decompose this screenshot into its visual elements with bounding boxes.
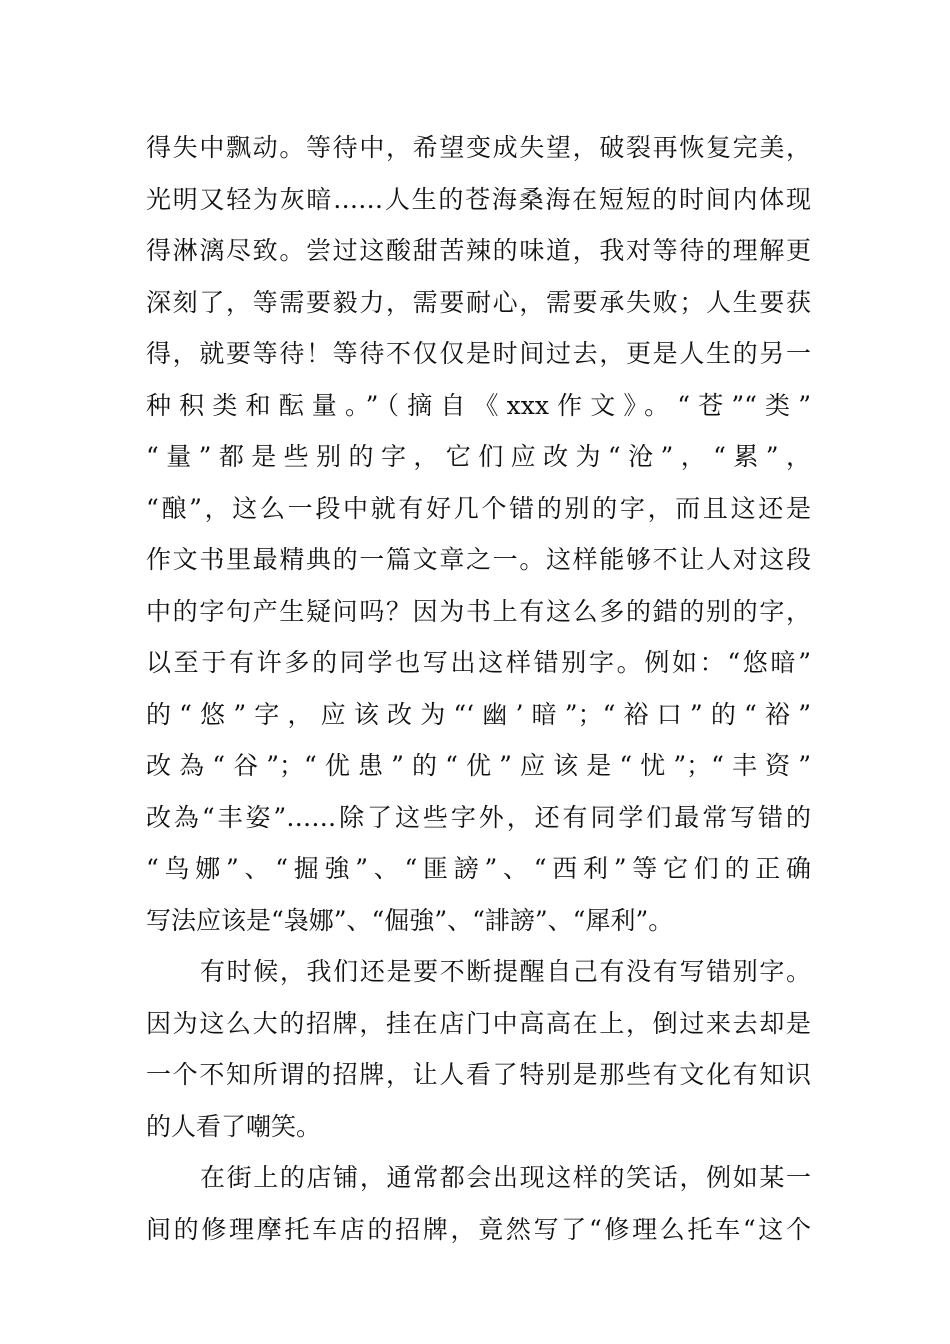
paragraph-2-line-3: 一个不知所谓的招牌，让人看了特别是那些有文化有知识	[146, 1060, 811, 1089]
paragraph-1-line-7: “量”都是些别的字，它们应改为“沧”，“累”，	[146, 442, 811, 471]
paragraph-2-line-4: 的人看了嘲笑。	[146, 1111, 322, 1141]
paragraph-1-line-12: 的“悠”字，应该改为“‘幽’暗”；“裕口”的“裕”	[146, 699, 811, 729]
paragraph-3-line-2: 间的修理摩托车店的招牌，竟然写了“修理么托车“这个	[146, 1214, 811, 1244]
paragraph-1-line-15: “鸟娜”、“掘強”、“匪謗”、“西利”等它们的正确	[146, 854, 811, 883]
paragraph-3-line-1: 在街上的店铺，通常都会出现这样的笑话，例如某一	[200, 1163, 811, 1192]
paragraph-1-line-13: 改為“谷”；“优患”的“优”应该是“忧”；“丰资”	[146, 751, 811, 780]
paragraph-1-line-14: 改為“丰姿”……除了这些字外，还有同学们最常写错的	[146, 802, 811, 832]
paragraph-1-line-6: 种积类和酝量。”（摘自《xxx作文》。“苍”“类”	[146, 390, 811, 420]
paragraph-2-line-2: 因为这么大的招牌，挂在店门中高高在上，倒过来去却是	[146, 1008, 811, 1038]
paragraph-1-line-9: 作文书里最精典的一篇文章之一。这样能够不让人对这段	[146, 545, 811, 574]
paragraph-1-line-10: 中的字句产生疑问吗？因为书上有这么多的錯的别的字，	[146, 596, 811, 626]
paragraph-1-line-1: 得失中飘动。等待中，希望变成失望，破裂再恢复完美，	[146, 133, 811, 162]
paragraph-2-line-1: 有时候，我们还是要不断提醒自己有没有写错别字。	[200, 957, 811, 986]
body-text	[146, 122, 811, 1255]
paragraph-1-line-3: 得淋漓尽致。尝过这酸甜苦辣的味道，我对等待的理解更	[146, 236, 811, 265]
paragraph-1-line-4: 深刻了，等需要毅力，需要耐心，需要承失败；人生要获	[146, 287, 811, 317]
paragraph-1-line-5: 得，就要等待！等待不仅仅是时间过去，更是人生的另一	[146, 339, 811, 368]
paragraph-1-line-16: 写法应该是“袅娜”、“倔強”、“誹謗”、“犀利”。	[146, 905, 674, 935]
paragraph-1-line-2: 光明又轻为灰暗……人生的苍海桑海在短短的时间内体现	[146, 184, 811, 214]
paragraph-1-line-8: “酿”，这么一段中就有好几个错的别的字，而且这还是	[146, 493, 811, 523]
paragraph-1-line-11: 以至于有许多的同学也写出这样错别字。例如：“悠暗”	[146, 648, 811, 677]
